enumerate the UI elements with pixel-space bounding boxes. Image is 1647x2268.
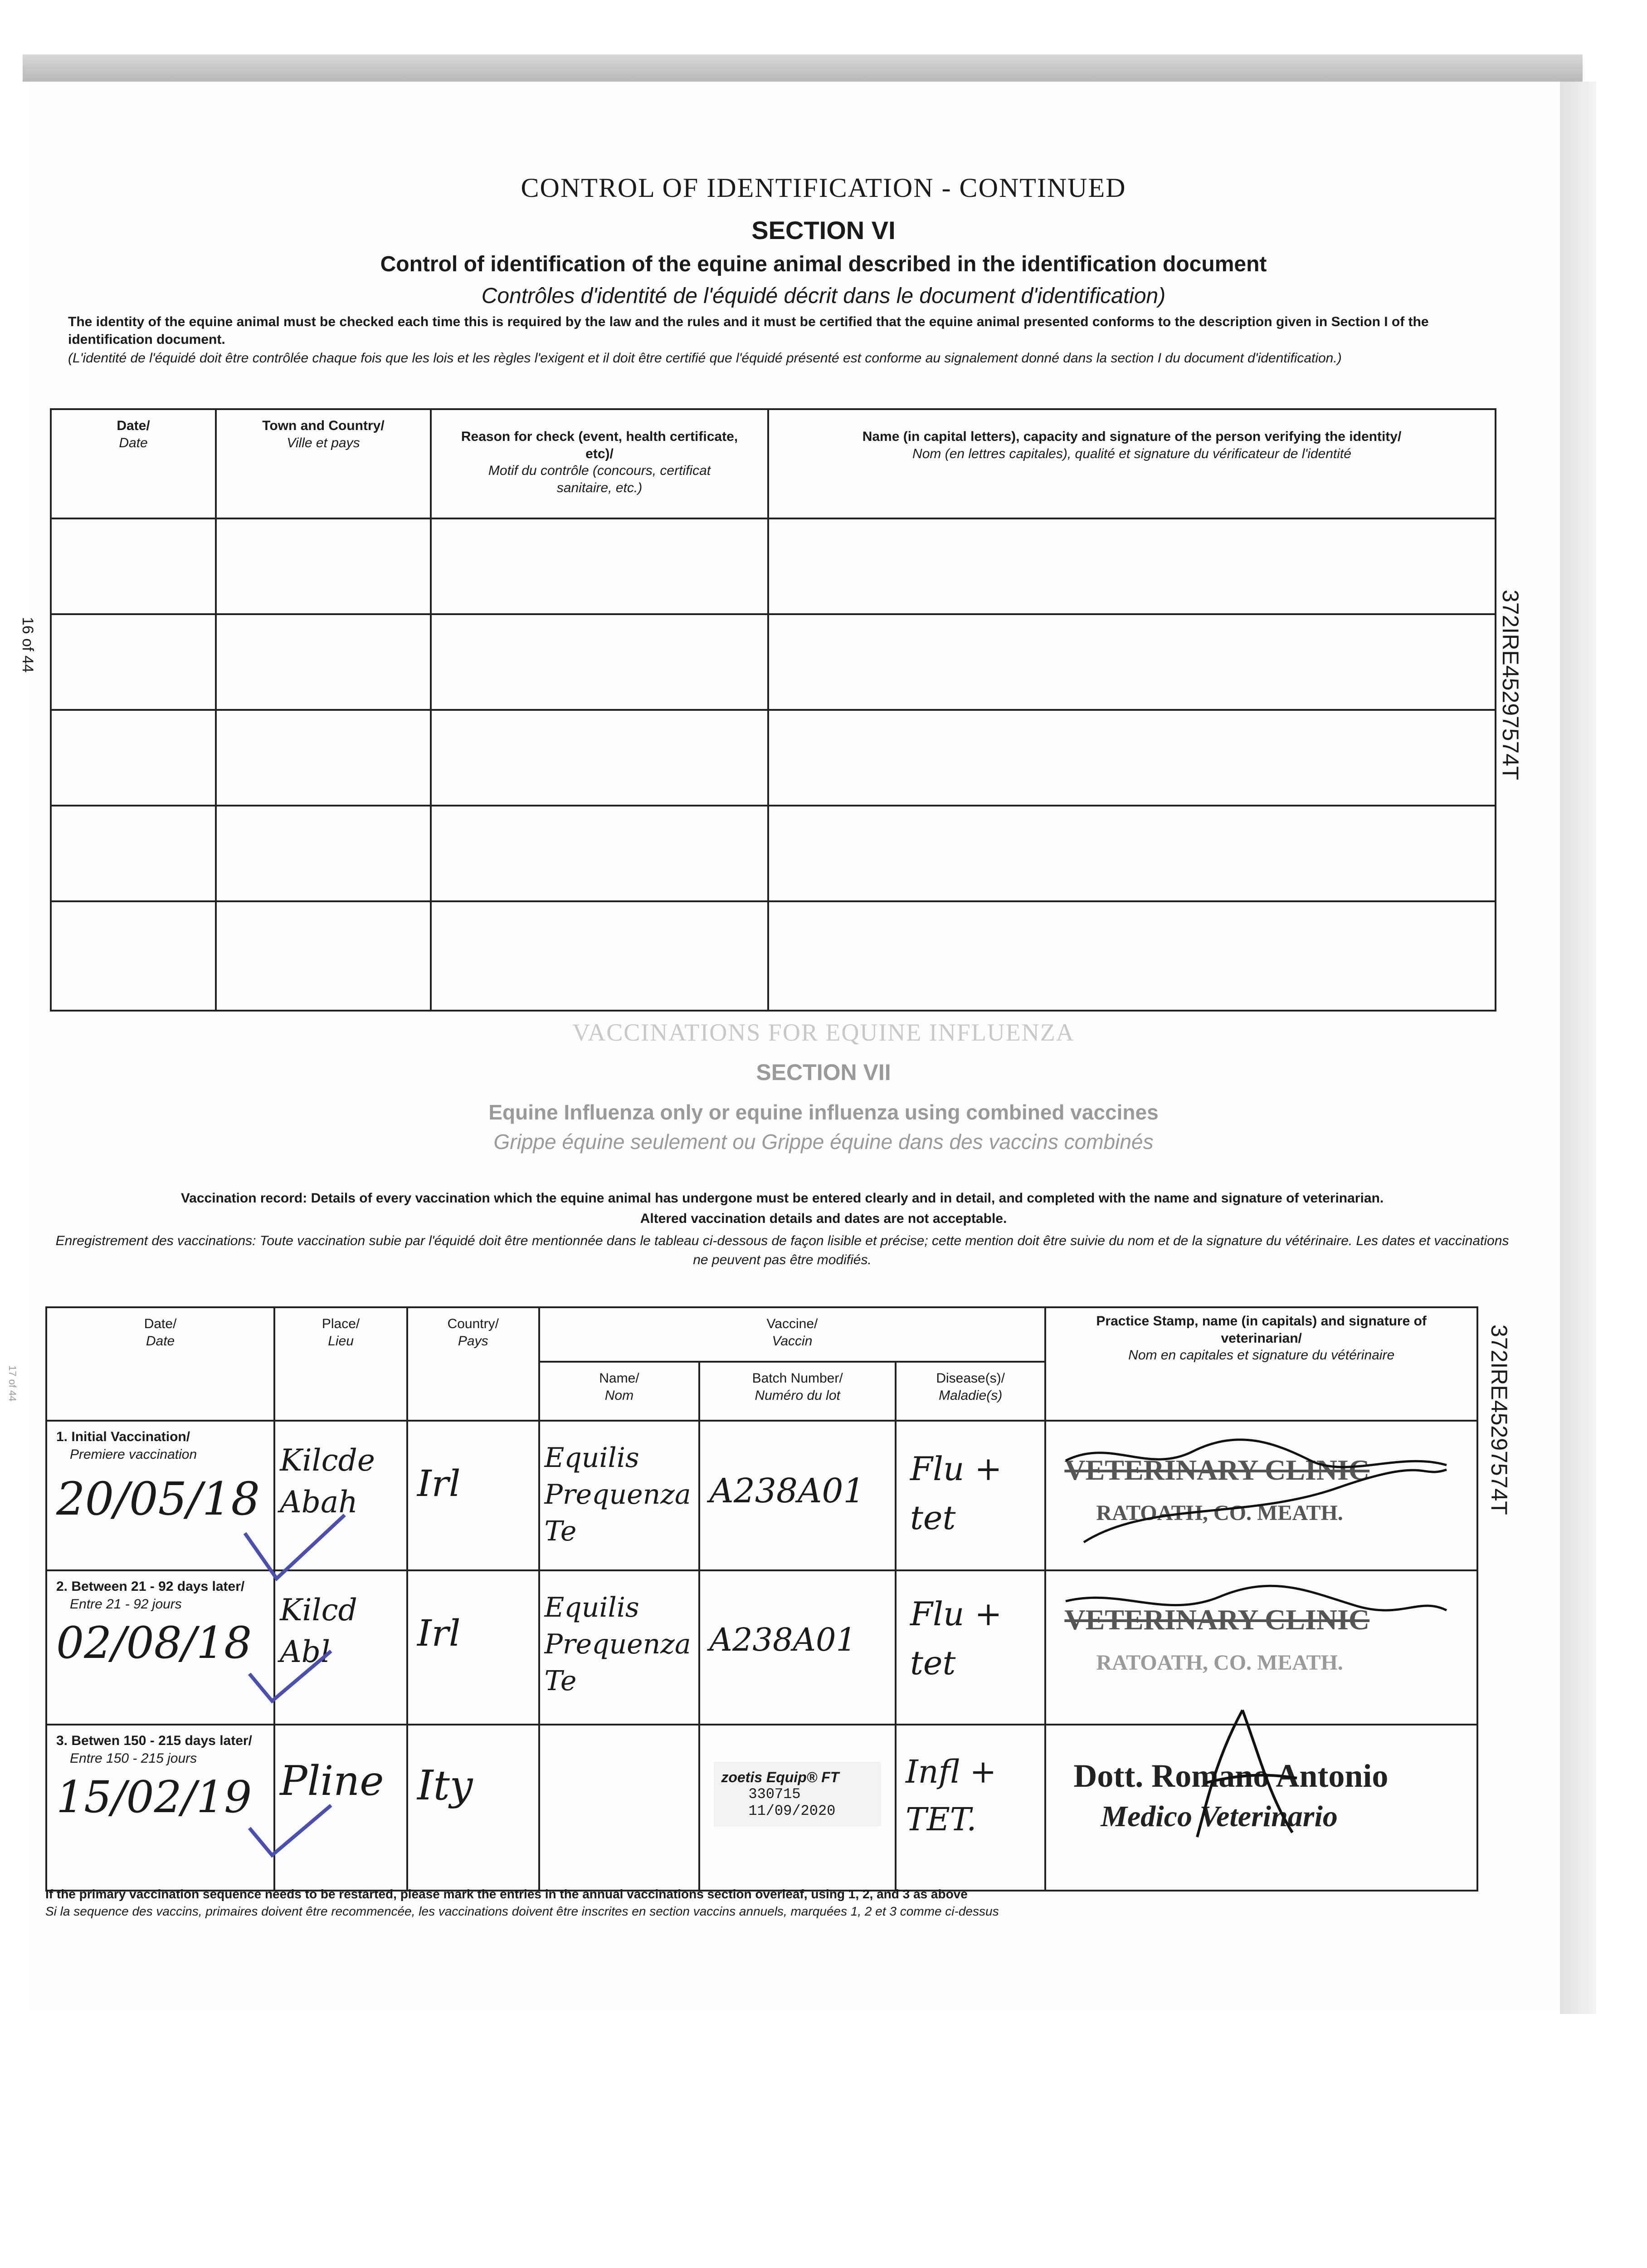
section-vi-title-fr: Contrôles d'identité de l'équidé décrit dans le document d'identification) xyxy=(481,284,1166,308)
row-1-date: 20/05/18 xyxy=(56,1472,260,1525)
section-vi-title-en: Control of identification of the equine animal described in the identification document xyxy=(380,252,1267,276)
table-row xyxy=(51,518,1496,614)
footer-note-en: If the primary vaccination sequence needs to be restarted, please mark the entries in the annual vaccinations section overleaf, using 1, 2, and 3 as above xyxy=(45,1887,968,1901)
check-mark-icon xyxy=(245,1796,336,1869)
row-3-date: 15/02/19 xyxy=(56,1772,252,1823)
vacc-country-header: Country/ Pays xyxy=(407,1307,539,1421)
section-vi-intro-en: The identity of the equine animal must be checked each time this is required by the law and the rules and it must be certified that the equine animal presented conforms to the description given in Section I of the identification document. xyxy=(68,314,1429,347)
row-1-label: 1. Initial Vaccination/ xyxy=(56,1429,190,1444)
row-1-vaccine-name: Equilis Prequenza Te xyxy=(544,1442,691,1547)
vacc-name-header: Name/ Nom xyxy=(539,1362,700,1421)
section-vii-title-en: Equine Influenza only or equine influenza using combined vaccines xyxy=(488,1100,1159,1124)
section-vi-label: SECTION VI xyxy=(751,216,896,244)
row-2-date: 02/08/18 xyxy=(56,1618,252,1668)
scan-top-edge xyxy=(23,54,1583,82)
table-row xyxy=(51,806,1496,901)
vaccine-batch-sticker xyxy=(714,1762,881,1827)
row-3-disease: Infl + TET. xyxy=(906,1753,997,1838)
section-vi-intro-fr: (L'identité de l'équidé doit être contrôlée chaque fois que les lois et les règles l'exigent et il doit être certifié que l'équidé présenté est conforme au signalement donné dans la section I du document d'identification.) xyxy=(68,351,1342,366)
table-row xyxy=(51,901,1496,1011)
row-1-stamp-line2: RATOATH, CO. MEATH. xyxy=(1096,1501,1343,1525)
col-verifier-header: Name (in capital letters), capacity and signature of the person verifying the identity/ Nom (en lettres capitales), qualité et signature du vérificateur de l'identité xyxy=(768,409,1496,518)
row-3-stamp-line2: Medico Veterinario xyxy=(1101,1800,1338,1833)
row-2-label-fr: Entre 21 - 92 jours xyxy=(70,1597,182,1612)
row-3-label: 3. Betwen 150 - 215 days later/ xyxy=(56,1733,252,1748)
row-3-batch-brand: zoetis Equip® FT xyxy=(721,1769,839,1785)
page-number-lower: 17 of 44 xyxy=(7,1365,18,1402)
row-3-stamp-line1: Dott. Romano Antonio xyxy=(1073,1758,1389,1794)
row-2-stamp-line1: VETERINARY CLINIC xyxy=(1064,1603,1370,1636)
vacc-place-header: Place/ Lieu xyxy=(274,1307,407,1421)
row-2-vaccine-name: Equilis Prequenza Te xyxy=(544,1592,691,1697)
table-row xyxy=(51,710,1496,806)
row-1-stamp-line1: VETERINARY CLINIC xyxy=(1064,1454,1370,1486)
scan-right-edge xyxy=(1560,82,1596,2014)
row-3-country: Ity xyxy=(417,1762,473,1809)
row-2-place: Kilcd Abl xyxy=(280,1593,357,1670)
vaccination-record-en: Vaccination record: Details of every vaccination which the equine animal has undergone must be entered clearly and in detail, and completed with the name and signature of veterinarian. xyxy=(180,1191,1384,1206)
row-1-country: Irl xyxy=(417,1462,461,1505)
row-2-batch: A238A01 xyxy=(709,1621,857,1658)
page-number: 16 of 44 xyxy=(19,617,36,673)
row-3-batch-expiry: 11/09/2020 xyxy=(748,1803,836,1819)
col-date-header: Date/ Date xyxy=(51,409,216,518)
row-3-label-fr: Entre 150 - 215 jours xyxy=(70,1751,197,1766)
vet-signature-2 xyxy=(1057,1583,1456,1674)
row-1-place: Kilcde Abah xyxy=(280,1443,375,1520)
section-vii-title-fr: Grippe équine seulement ou Grippe équine dans des vaccins combinés xyxy=(493,1130,1154,1154)
row-1-batch: A238A01 xyxy=(709,1471,865,1510)
vacc-vaccine-header: Vaccine/ Vaccin xyxy=(539,1307,1046,1362)
section-vii-banner: VACCINATIONS FOR EQUINE INFLUENZA xyxy=(572,1019,1075,1046)
vaccination-record-fr: Enregistrement des vaccinations: Toute vaccination subie par l'équidé doit être mentionnée dans le tableau ci-dessous de façon lisible et précise; cette mention doit être suivie du nom et de la signature du vétérinaire. Les dates et vaccinations ne peuvent pas être modifiés. xyxy=(55,1233,1509,1267)
row-2-label: 2. Between 21 - 92 days later/ xyxy=(56,1579,245,1594)
row-3-place: Pline xyxy=(280,1757,384,1805)
row-2-stamp-line2: RATOATH, CO. MEATH. xyxy=(1096,1651,1343,1675)
table-row xyxy=(51,614,1496,710)
vet-signature-3 xyxy=(1188,1706,1306,1842)
section-vii-label: SECTION VII xyxy=(756,1060,891,1085)
section-vi-banner: CONTROL OF IDENTIFICATION - CONTINUED xyxy=(521,173,1126,203)
passport-id-lower: 372IRE45297574T xyxy=(1486,1325,1512,1515)
check-mark-icon xyxy=(245,1642,336,1715)
row-1-disease: Flu + tet xyxy=(910,1450,1002,1537)
row-3-batch-number: 330715 xyxy=(748,1786,801,1803)
row-2-country: Irl xyxy=(417,1612,461,1654)
passport-id-upper: 372IRE45297574T xyxy=(1498,590,1523,780)
footer-note-fr: Si la sequence des vaccins, primaires doivent être recommencée, les vaccinations doivent être inscrites en section vaccins annuels, marquées 1, 2 et 3 comme ci-dessus xyxy=(45,1904,999,1918)
check-mark-icon xyxy=(240,1506,349,1588)
vacc-date-header: Date/ Date xyxy=(46,1307,274,1421)
vet-signature-1 xyxy=(1057,1433,1456,1551)
vacc-batch-header: Batch Number/ Numéro du lot xyxy=(699,1362,896,1421)
col-town-header: Town and Country/ Ville et pays xyxy=(216,409,431,518)
col-reason-header: Reason for check (event, health certificate, etc)/ Motif du contrôle (concours, certificat sanitaire, etc.) xyxy=(431,409,768,518)
identity-check-table xyxy=(50,408,1496,1012)
vacc-disease-header: Disease(s)/ Maladie(s) xyxy=(896,1362,1045,1421)
row-1-label-fr: Premiere vaccination xyxy=(70,1447,197,1462)
vacc-stamp-header: Practice Stamp, name (in capitals) and signature of veterinarian/ Nom en capitales et signature du vétérinaire xyxy=(1045,1307,1477,1421)
vaccination-record-en-2: Altered vaccination details and dates are not acceptable. xyxy=(640,1211,1007,1226)
row-2-disease: Flu + tet xyxy=(910,1595,1002,1682)
